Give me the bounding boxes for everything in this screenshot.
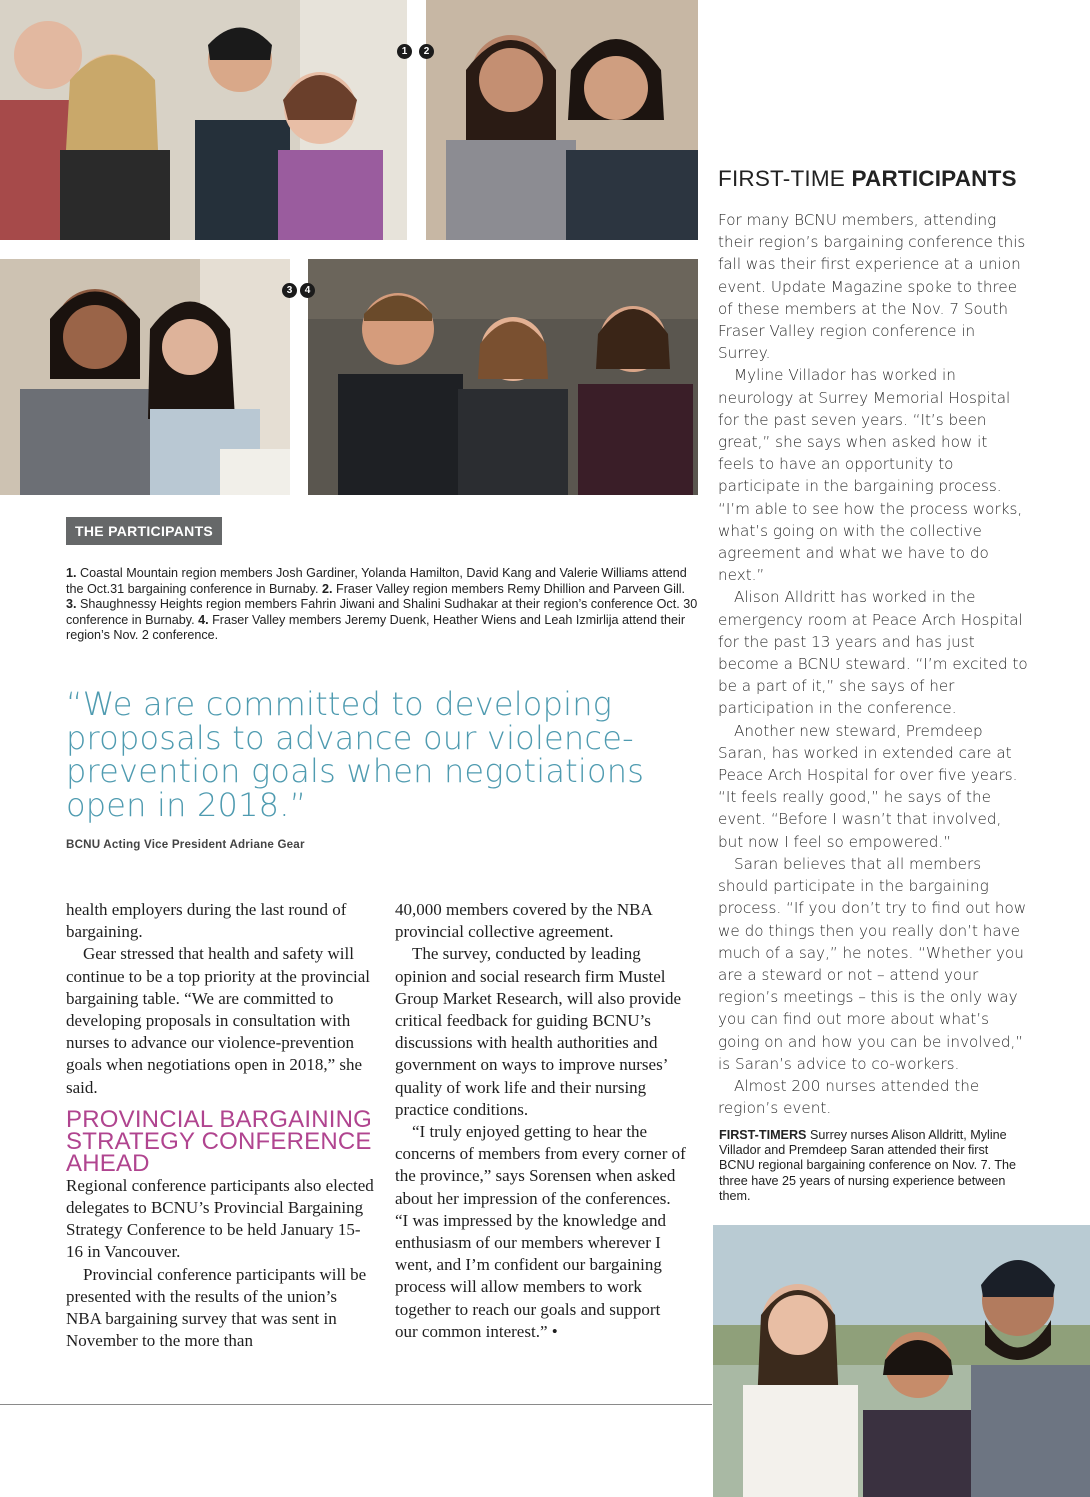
sidebar-column <box>718 209 1028 1119</box>
sidebar-paragraph: Myline Villador has worked in neurology at Surrey Memorial Hospital for the past seven years. “It’s been great,” she says when asked how it feels to have an opportunity to participate in the bargaining process. “I’m able to see how the process works, what’s going on with the collective agreement and what we have to do next.” <box>718 366 1023 585</box>
sidebar-paragraph: Almost 200 nurses attended the region’s event. <box>718 1076 980 1118</box>
caption-number: 1. <box>66 566 77 580</box>
photo-coastal-mountain-members <box>0 0 407 240</box>
caption-number: 4. <box>198 612 209 627</box>
article-paragraph: health employers during the last round of bargaining. <box>66 900 347 942</box>
sidebar-paragraph: For many BCNU members, attending their region’s bargaining conference this fall was their first experience at a union event. Update Magazine spoke to three of these members at the Nov. 7 South Fraser Valley region conference in Surrey. <box>718 211 1026 363</box>
photo-shaughnessy-heights-members <box>0 259 290 495</box>
participants-caption <box>66 566 698 644</box>
article-paragraph: “I truly enjoyed getting to hear the concerns of members from every corner of the province,” says Sorensen when asked about her impression of the conferences. “I was impressed by the knowledge and enthusiasm of our members wherever I went, and I’m confident our bargaining process will allow members to work together to reach our goals and support our common interest.” • <box>395 1122 686 1341</box>
article-column-2 <box>395 899 687 1343</box>
caption-label: FIRST-TIMERS <box>719 1128 807 1142</box>
sidebar-title <box>718 166 1017 192</box>
article-column-1 <box>66 899 376 1352</box>
photo-number-badge: 2 <box>419 44 434 59</box>
sidebar-paragraph: Saran believes that all members should participate in the bargaining process. “If you don’t try to find out how we do things then you really don’t have much of a say,” he notes. “Whether you are a steward or not – attend your region’s meetings – this is the only way you can find out more about what’s going on and how you can be involved,” is Saran’s advice to co-workers. <box>718 854 1027 1073</box>
photo-number-badge: 3 <box>282 283 297 298</box>
sidebar-paragraph: Alison Alldritt has worked in the emergency room at Peace Arch Hospital for the past 13 years and has just become a BCNU steward. “I’m excited to be a part of it,” she says of her participation in the conference. <box>718 588 1028 718</box>
article-paragraph: Regional conference participants also elected delegates to BCNU’s Provincial Bargaining Strategy Conference to be held January 15-16 in Vancouver. <box>66 1175 374 1262</box>
pull-quote: “We are committed to developing proposals to advance our violence-prevention goals when negotiations open in 2018.” <box>66 685 645 824</box>
photo-first-timers <box>713 1225 1090 1497</box>
photo-number-badge: 4 <box>300 283 315 298</box>
photo-number-badge: 1 <box>397 44 412 59</box>
caption-number: 2. <box>322 581 333 596</box>
first-timers-caption <box>719 1128 1019 1204</box>
footer-divider <box>0 1404 712 1405</box>
photo-fraser-valley-members <box>426 0 698 240</box>
article-paragraph: Gear stressed that health and safety will continue to be a top priority at the provincial bargaining table. “We are committed to developing proposals in consultation with nurses to advance our violence-prevention goals when negotiations open in 2018,” she said. <box>66 944 371 1097</box>
caption-text: Surrey nurses Alison Alldritt, Myline Villador and Premdeep Saran attended their first BCNU regional bargaining conference on Nov. 7. The three have 25 years of nursing experience between them. <box>719 1128 1017 1203</box>
sidebar-paragraph: Another new steward, Premdeep Saran, has worked in extended care at Peace Arch Hospital for over five years. “It feels really good,” he says of the event. “Before I wasn’t that involved, but now I feel so empowered.” <box>718 721 1018 851</box>
caption-text: Fraser Valley region members Remy Dhillion and Parveen Gill. <box>332 581 686 596</box>
caption-text: Fraser Valley members Jeremy Duenk, Heather Wiens and Leah Izmirlija attend their region’s Nov. 2 conference. <box>66 612 686 643</box>
article-paragraph: Provincial conference participants will be presented with the results of the union’s NBA bargaining survey that was sent in November to the more than <box>66 1264 367 1351</box>
article-paragraph: 40,000 members covered by the NBA provincial collective agreement. <box>395 900 652 942</box>
section-subheading: PROVINCIAL BARGAINING STRATEGY CONFERENCE AHEAD <box>66 1105 373 1177</box>
caption-text: Coastal Mountain region members Josh Gardiner, Yolanda Hamilton, David Kang and Valerie Williams attend the Oct.31 bargaining conference in Burnaby. <box>66 566 687 596</box>
caption-text: Shaughnessy Heights region members Fahrin Jiwani and Shalini Sudhakar at their region’s conference Oct. 30 conference in Burnaby. <box>66 597 698 627</box>
caption-number: 3. <box>66 597 77 612</box>
pull-quote-attribution: BCNU Acting Vice President Adriane Gear <box>66 838 305 851</box>
sidebar-title-light: FIRST-TIME <box>718 166 852 191</box>
sidebar-title-bold: PARTICIPANTS <box>851 166 1017 191</box>
participants-heading: THE PARTICIPANTS <box>66 517 222 545</box>
photo-fraser-valley-conference-members <box>308 259 698 495</box>
article-paragraph: The survey, conducted by leading opinion and social research firm Mustel Group Market Research, will also provide critical feedback for guiding BCNU’s discussions with health authorities and government on ways to improve nurses’ quality of work life and their nursing practice conditions. <box>395 944 682 1119</box>
